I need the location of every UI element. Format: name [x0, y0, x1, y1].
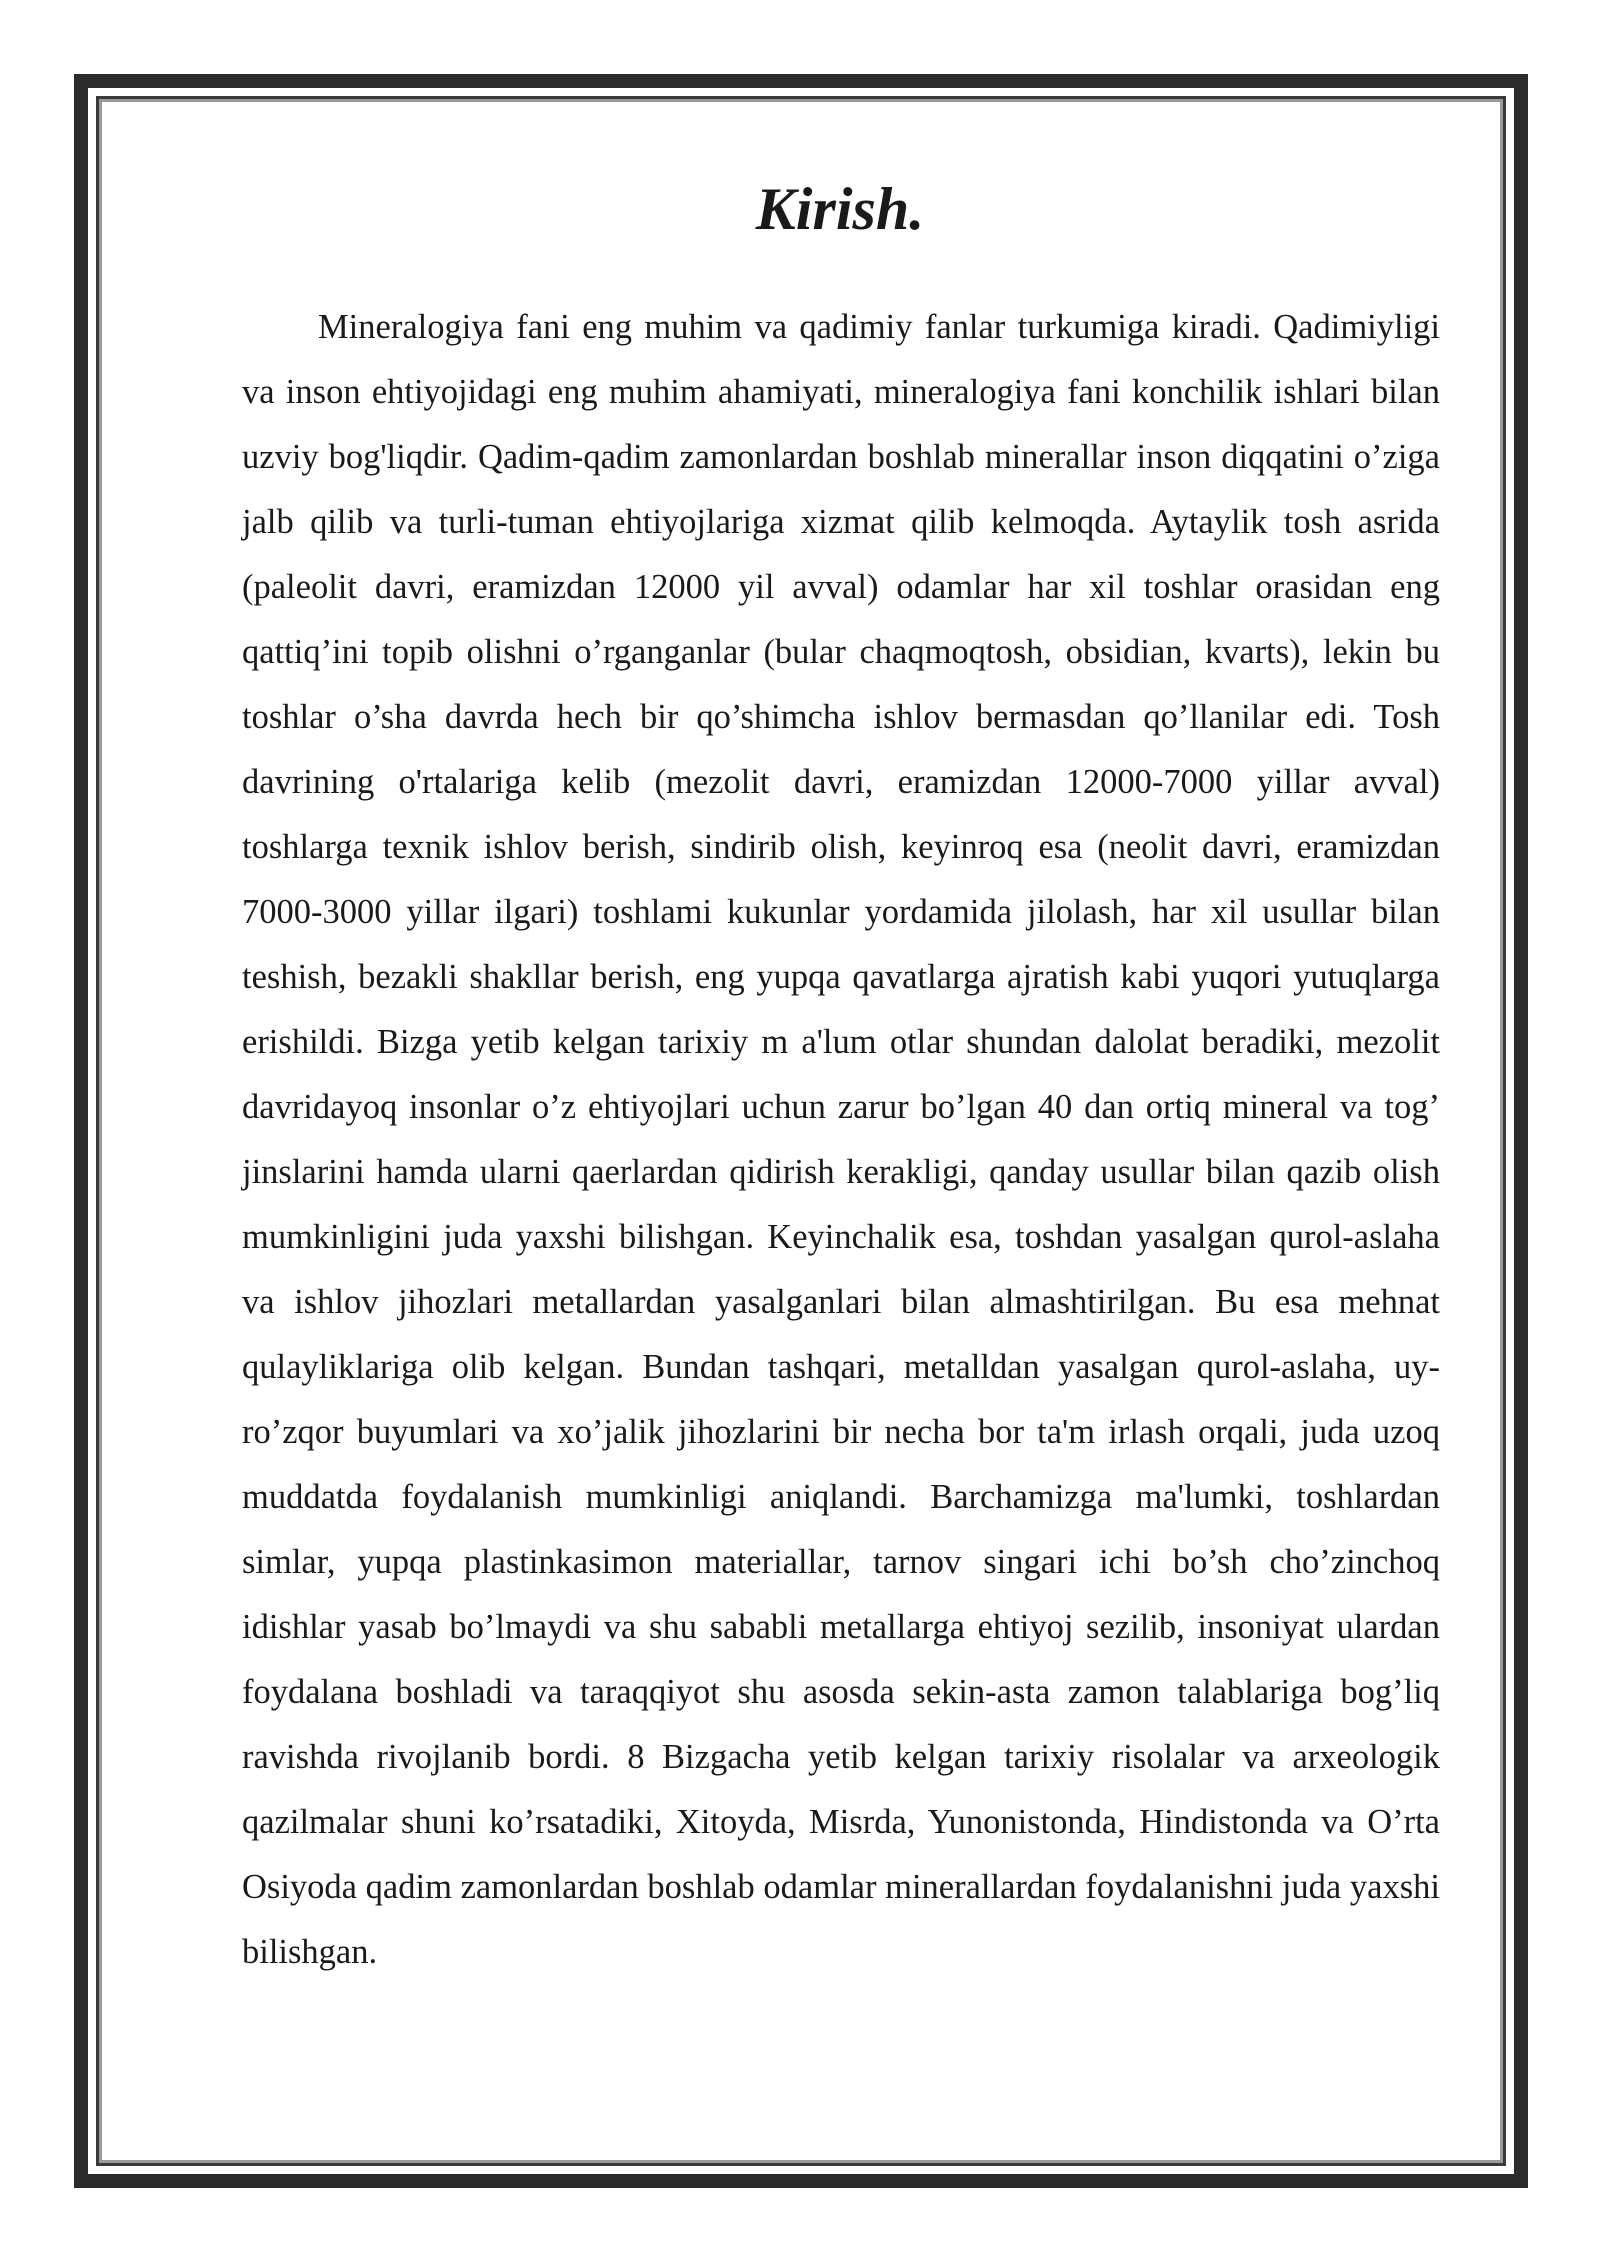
page-border-outer: [74, 74, 1528, 2188]
page-border-inner: [96, 96, 1506, 2166]
page-title: Kirish.: [755, 176, 925, 242]
body-paragraph: Mineralogiya fani eng muhim va qadimiy fanlar turkumiga kiradi. Qadimiyligi va inson ehtiyojidagi eng muhim ahamiyati, mineralogiya fani konchilik ishlari bilan uzviy bog'liqdir. Qadim-qadim zamonlardan boshlab minerallar inson diqqatini o’ziga jalb qilib va turli-tuman ehtiyojlariga xizmat qilib kelmoqda. Aytaylik tosh asrida (paleolit davri, eramizdan 12000 yil avval) odamlar har xil toshlar orasidan eng qattiq’ini topib olishni o’rganganlar (bular chaqmoqtosh, obsidian, kvarts), lekin bu toshlar o’sha davrda hech bir qo’shimcha ishlov bermasdan qo’llanilar edi. Tosh davrining o'rtalariga kelib (mezolit davri, eramizdan 12000-7000 yillar avval) toshlarga texnik ishlov berish, sindirib olish, keyinroq esa (neolit davri, eramizdan 7000-3000 yillar ilgari) toshlami kukunlar yordamida jilolash, har xil usullar bilan teshish, bezakli shakllar berish, eng yupqa qavatlarga ajratish kabi yuqori yutuqlarga erishildi. Bizga yetib kelgan tarixiy m a'lum otlar shundan dalolat beradiki, mezolit davridayoq insonlar o’z ehtiyojlari uchun zarur bo’lgan 40 dan ortiq mineral va tog’ jinslarini hamda ularni qaerlardan qidirish kerakligi, qanday usullar bilan qazib olish mumkinligini juda yaxshi bilishgan. Keyinchalik esa, toshdan yasalgan qurol-aslaha va ishlov jihozlari metallardan yasalganlari bilan almashtirilgan. Bu esa mehnat qulayliklariga olib kelgan. Bundan tashqari, metalldan yasalgan qurol-aslaha, uy-ro’zqor buyumlari va xo’jalik jihozlarini bir necha bor ta'm irlash orqali, juda uzoq muddatda foydalanish mumkinligi aniqlandi. Barchamizga ma'lumki, toshlardan simlar, yupqa plastinkasimon materiallar, tarnov singari ichi bo’sh cho’zinchoq idishlar yasab bo’lmaydi va shu sababli metallarga ehtiyoj sezilib, insoniyat ulardan foydalana boshladi va taraqqiyot shu asosda sekin-asta zamon talablariga bog’liq ravishda rivojlanib bordi. 8 Bizgacha yetib kelgan tarixiy risolalar va arxeologik qazilmalar shuni ko’rsatadiki, Xitoyda, Misrda, Yunonistonda, Hindistonda va O’rta Osiyoda qadim zamonlardan boshlab odamlar minerallardan foydalanishni juda yaxshi bilishgan.: [242, 308, 1440, 1971]
